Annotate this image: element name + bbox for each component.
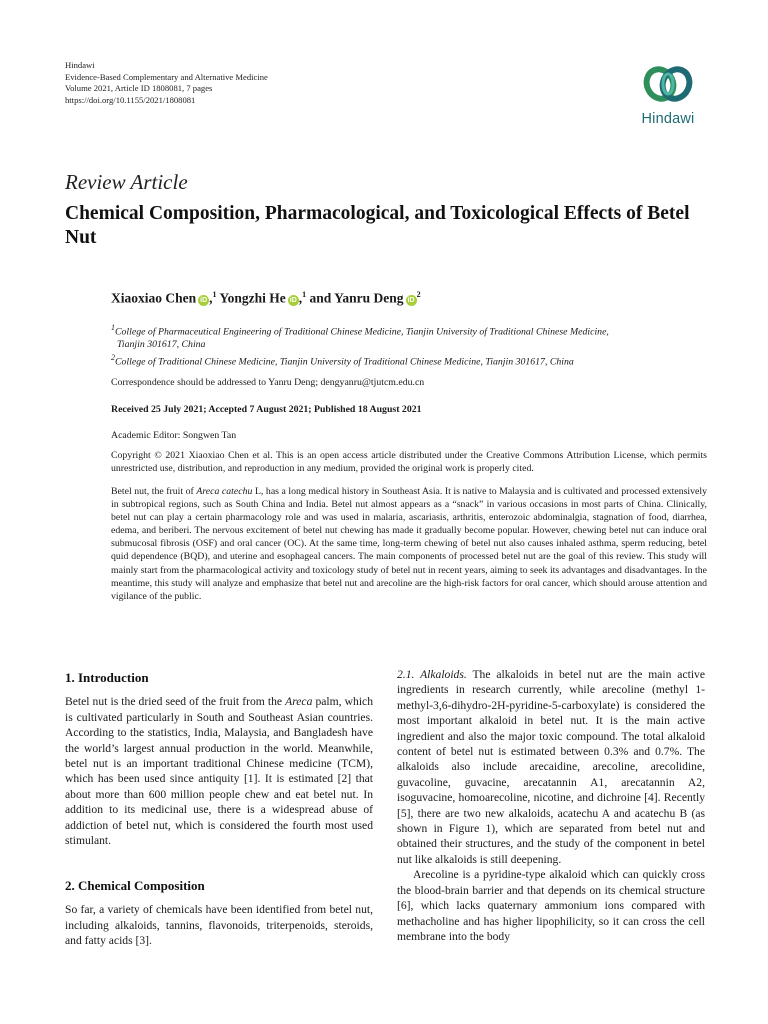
copyright-notice: Copyright © 2021 Xiaoxiao Chen et al. This is an open access article distributed under the Creative Commons Attribution License, which permits unrestricted use, distribution, and reproduction in any medium, provided the original work is properly cited. [111, 450, 707, 474]
author-list: Xiaoxiao Chen iD ,$^1$ Yongzhi He iD ,$^1$ and Yanru Deng $iD^2$ [111, 290, 421, 306]
paragraph: Betel nut is the dried seed of the fruit from the Areca palm, which is cultivated particularly in South and Southeast Asian countries. According to the statistics, India, Malaysia, and Bangladesh have the world’s largest annual production in the world. Meanwhile, betel nut is an important traditional Chinese medicine (TCM), which has been used since antiquity [1]. It is estimated [2] that about more than 600 million people chew and eat betel nut. In addition to its medicinal use, there is a widespread abuse of addiction of betel nut, which is considered the fourth most used stimulant. [65, 695, 373, 848]
affiliation-2: $^2$College of Traditional Chinese Medicine, Tianjin University of Traditional Chinese Medicine, Tianjin 301617, China [111, 353, 574, 368]
affiliation-marker: 1 [212, 290, 217, 299]
section-introduction [65, 670, 373, 848]
affiliation-1-cont: Tianjin 301617, China [117, 339, 206, 351]
correspondence: Correspondence should be addressed to Yanru Deng; dengyanru@tjutcm.edu.cn [111, 377, 425, 388]
article-title: Chemical Composition, Pharmacological, and Toxicological Effects of Betel Nut [65, 203, 690, 248]
orcid-icon[interactable]: iD [289, 296, 297, 304]
journal-meta [65, 60, 268, 106]
author-name[interactable]: Yongzhi He [219, 290, 286, 306]
article-type: Review Article [65, 170, 188, 194]
abstract: Betel nut, the fruit of Areca catechu L, has a long medical history in Southeast Asia. It is native to Malaysia and is cultivated and processed extensively in subtropical regions, such as South China and India. Betel nut almost appears as a “snack” in various occasions in most parts of China. Clinically, betel nut can play a certain pharmacology role and was used in malaria, ascariasis, arthritis, enterozoic abdominalgia, stagnation of food, diarrhea, edema, and beriberi. The nervous excitement of betel nut chewing has made it gradually become popular. However, chewing betel nut can induce oral submucosal fibrosis (OSF) and oral cancer (OC). At the same time, long-term chewing of betel nut also causes inhaled asthma, sperm reducing, betel quid dependence (BQD), and uterine and esophageal cancers. The main components of processed betel nut are the goal of this review. This study will mainly start from the pharmacological activity and toxicology study of betel nut in recent years, aiming to seek its advantages and disadvantages. In the meantime, this study will analyze and emphasize that betel nut and arecoline are the high-risk factors for oral cancer, which should arouse attention and vigilance of the public. [111, 486, 708, 602]
subsection-heading: 2.1. Alkaloids. [397, 668, 467, 681]
doi-link[interactable]: https://doi.org/10.1155/2021/1808081 [65, 94, 196, 105]
publication-dates: Received 25 July 2021; Accepted 7 August 2021; Published 18 August 2021 [111, 404, 422, 415]
section-chemical-composition [65, 878, 373, 949]
orcid-icon[interactable]: iD [407, 296, 415, 304]
publisher-name: Hindawi [65, 60, 95, 70]
paragraph: So far, a variety of chemicals have been identified from betel nut, including alkaloids, tannins, flavonoids, triterpenoids, steroids, and fatty acids [3]. [65, 903, 373, 948]
author-name[interactable]: Xiaoxiao Chen [111, 290, 197, 306]
logo-text: Hindawi [641, 111, 695, 127]
volume-line: Volume 2021, Article ID 1808081, 7 pages [65, 83, 213, 94]
paragraph: 2.1. Alkaloids. The alkaloids in betel nut are the main active ingredients in research currently, while arecoline (methyl 1-methyl-3,6-dihydro-2H-pyridine-5-carboxylate) is considered the most important alkaloid in betel nut. It is the main active ingredient and also the major toxic compound. The total alkaloid content of betel nut is estimated between 0.3% and 0.7%. The alkaloids also include arecaidine, arecoline, arecolidine, guvacoline, guvacine, arecatannin A1, arecatannin A2, isoguvacine, homoarecoline, nicotine, and dichroine [4]. Recently [5], there are two new alkaloids, acatechu A and acatechu B (as shown in Figure 1), which are separated from betel nut and obtained their structures, and the study of the component in betel nut like alkaloids is still deepening. [397, 668, 705, 866]
section-heading: 1. Introduction [65, 670, 149, 685]
affiliation-1: $^1$College of Pharmaceutical Engineering of Traditional Chinese Medicine, Tianjin University of Traditional Chinese Medicine, [111, 323, 609, 338]
paragraph: Arecoline is a pyridine-type alkaloid which can quickly cross the blood-brain barrier and that depends on its chemical structure [6], which lacks quaternary ammonium ions compared with methacholine and has higher lipophilicity, so it can cross the cell membrane into the body [397, 868, 705, 943]
academic-editor: Academic Editor: Songwen Tan [111, 430, 237, 441]
affiliations [111, 321, 711, 369]
affiliation-marker: 1 [302, 290, 307, 299]
author-name[interactable]: and Yanru Deng [309, 290, 404, 306]
orcid-icon[interactable]: iD [200, 296, 208, 304]
hindawi-logo [633, 60, 703, 127]
hindawi-logo-icon [640, 60, 696, 108]
journal-name: Evidence-Based Complementary and Alternative Medicine [65, 71, 268, 82]
section-heading: 2. Chemical Composition [65, 878, 205, 893]
species-name: Areca catechu [196, 486, 253, 497]
affiliation-marker: 2 [416, 290, 421, 299]
section-alkaloids [397, 667, 705, 944]
